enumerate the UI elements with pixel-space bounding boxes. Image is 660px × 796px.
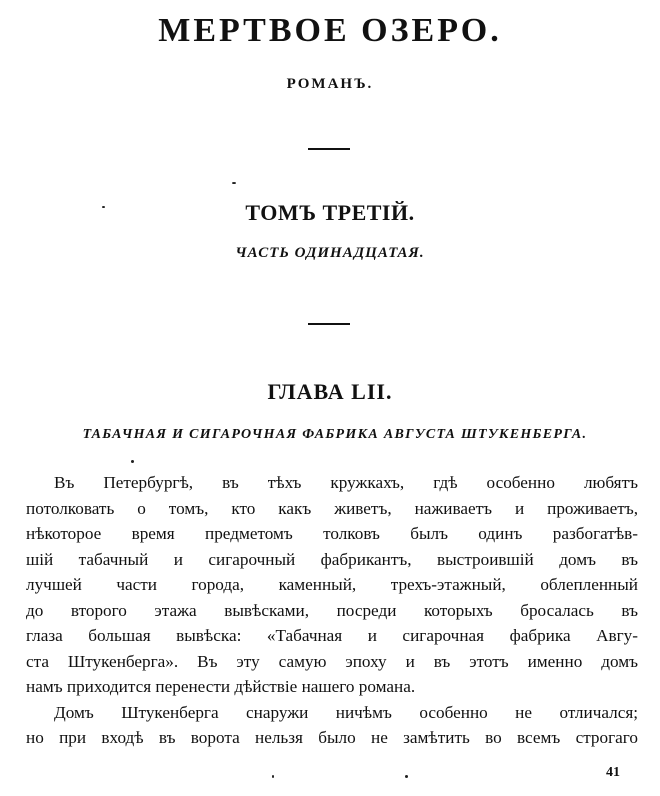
print-speck (232, 182, 236, 184)
text-line: потолковать о томъ, кто какъ живетъ, наживаетъ и проживаетъ, (26, 498, 638, 518)
chapter-subtitle: ТАБАЧНАЯ И СИГАРОЧНАЯ ФАБРИКА АВГУСТА ШТУКЕНБЕРГА. (82, 427, 588, 442)
print-speck (272, 775, 274, 778)
divider-rule (308, 323, 350, 325)
divider-rule (308, 148, 350, 150)
book-subtitle: РОМАНЪ. (286, 76, 374, 92)
text-line: Въ Петербургѣ, въ тѣхъ кружкахъ, гдѣ особенно любятъ (54, 473, 638, 492)
text-line: глаза большая вывѣска: «Табачная и сигарочная фабрика Авгу- (26, 626, 638, 645)
text-line: до второго этажа вывѣсками, посреди которыхъ бросалась въ (26, 600, 638, 620)
text-line: нѣкоторое время предметомъ толковъ былъ одинъ разбогатѣв- (26, 524, 638, 543)
text-line: намъ приходится перенести дѣйствіе нашего романа. (26, 677, 416, 696)
print-speck (405, 775, 408, 778)
print-speck (131, 460, 134, 463)
text-line: лучшей части города, каменный, трехъ-этажный, облепленный (26, 575, 638, 594)
text-line: но при входѣ въ ворота нельзя было не замѣтить во всемъ строгаго (26, 728, 638, 747)
part-heading: ЧАСТЬ ОДИНАДЦАТАЯ. (235, 245, 425, 261)
text-line: Домъ Штукенберга снаружи ничѣмъ особенно не отличался; (54, 702, 638, 722)
text-line: ста Штукенберга». Въ эту самую эпоху и въ этотъ именно домъ (26, 651, 638, 671)
body-text (26, 470, 638, 751)
chapter-heading: ГЛАВА LII. (267, 379, 393, 404)
text-line: шій табачный и сигарочный фабрикантъ, выстроившій домъ въ (26, 549, 638, 569)
page-number: 41 (606, 765, 620, 780)
print-speck (102, 206, 105, 208)
volume-heading: ТОМЪ ТРЕТІЙ. (245, 200, 415, 225)
book-title: МЕРТВОЕ ОЗЕРО. (158, 12, 502, 49)
